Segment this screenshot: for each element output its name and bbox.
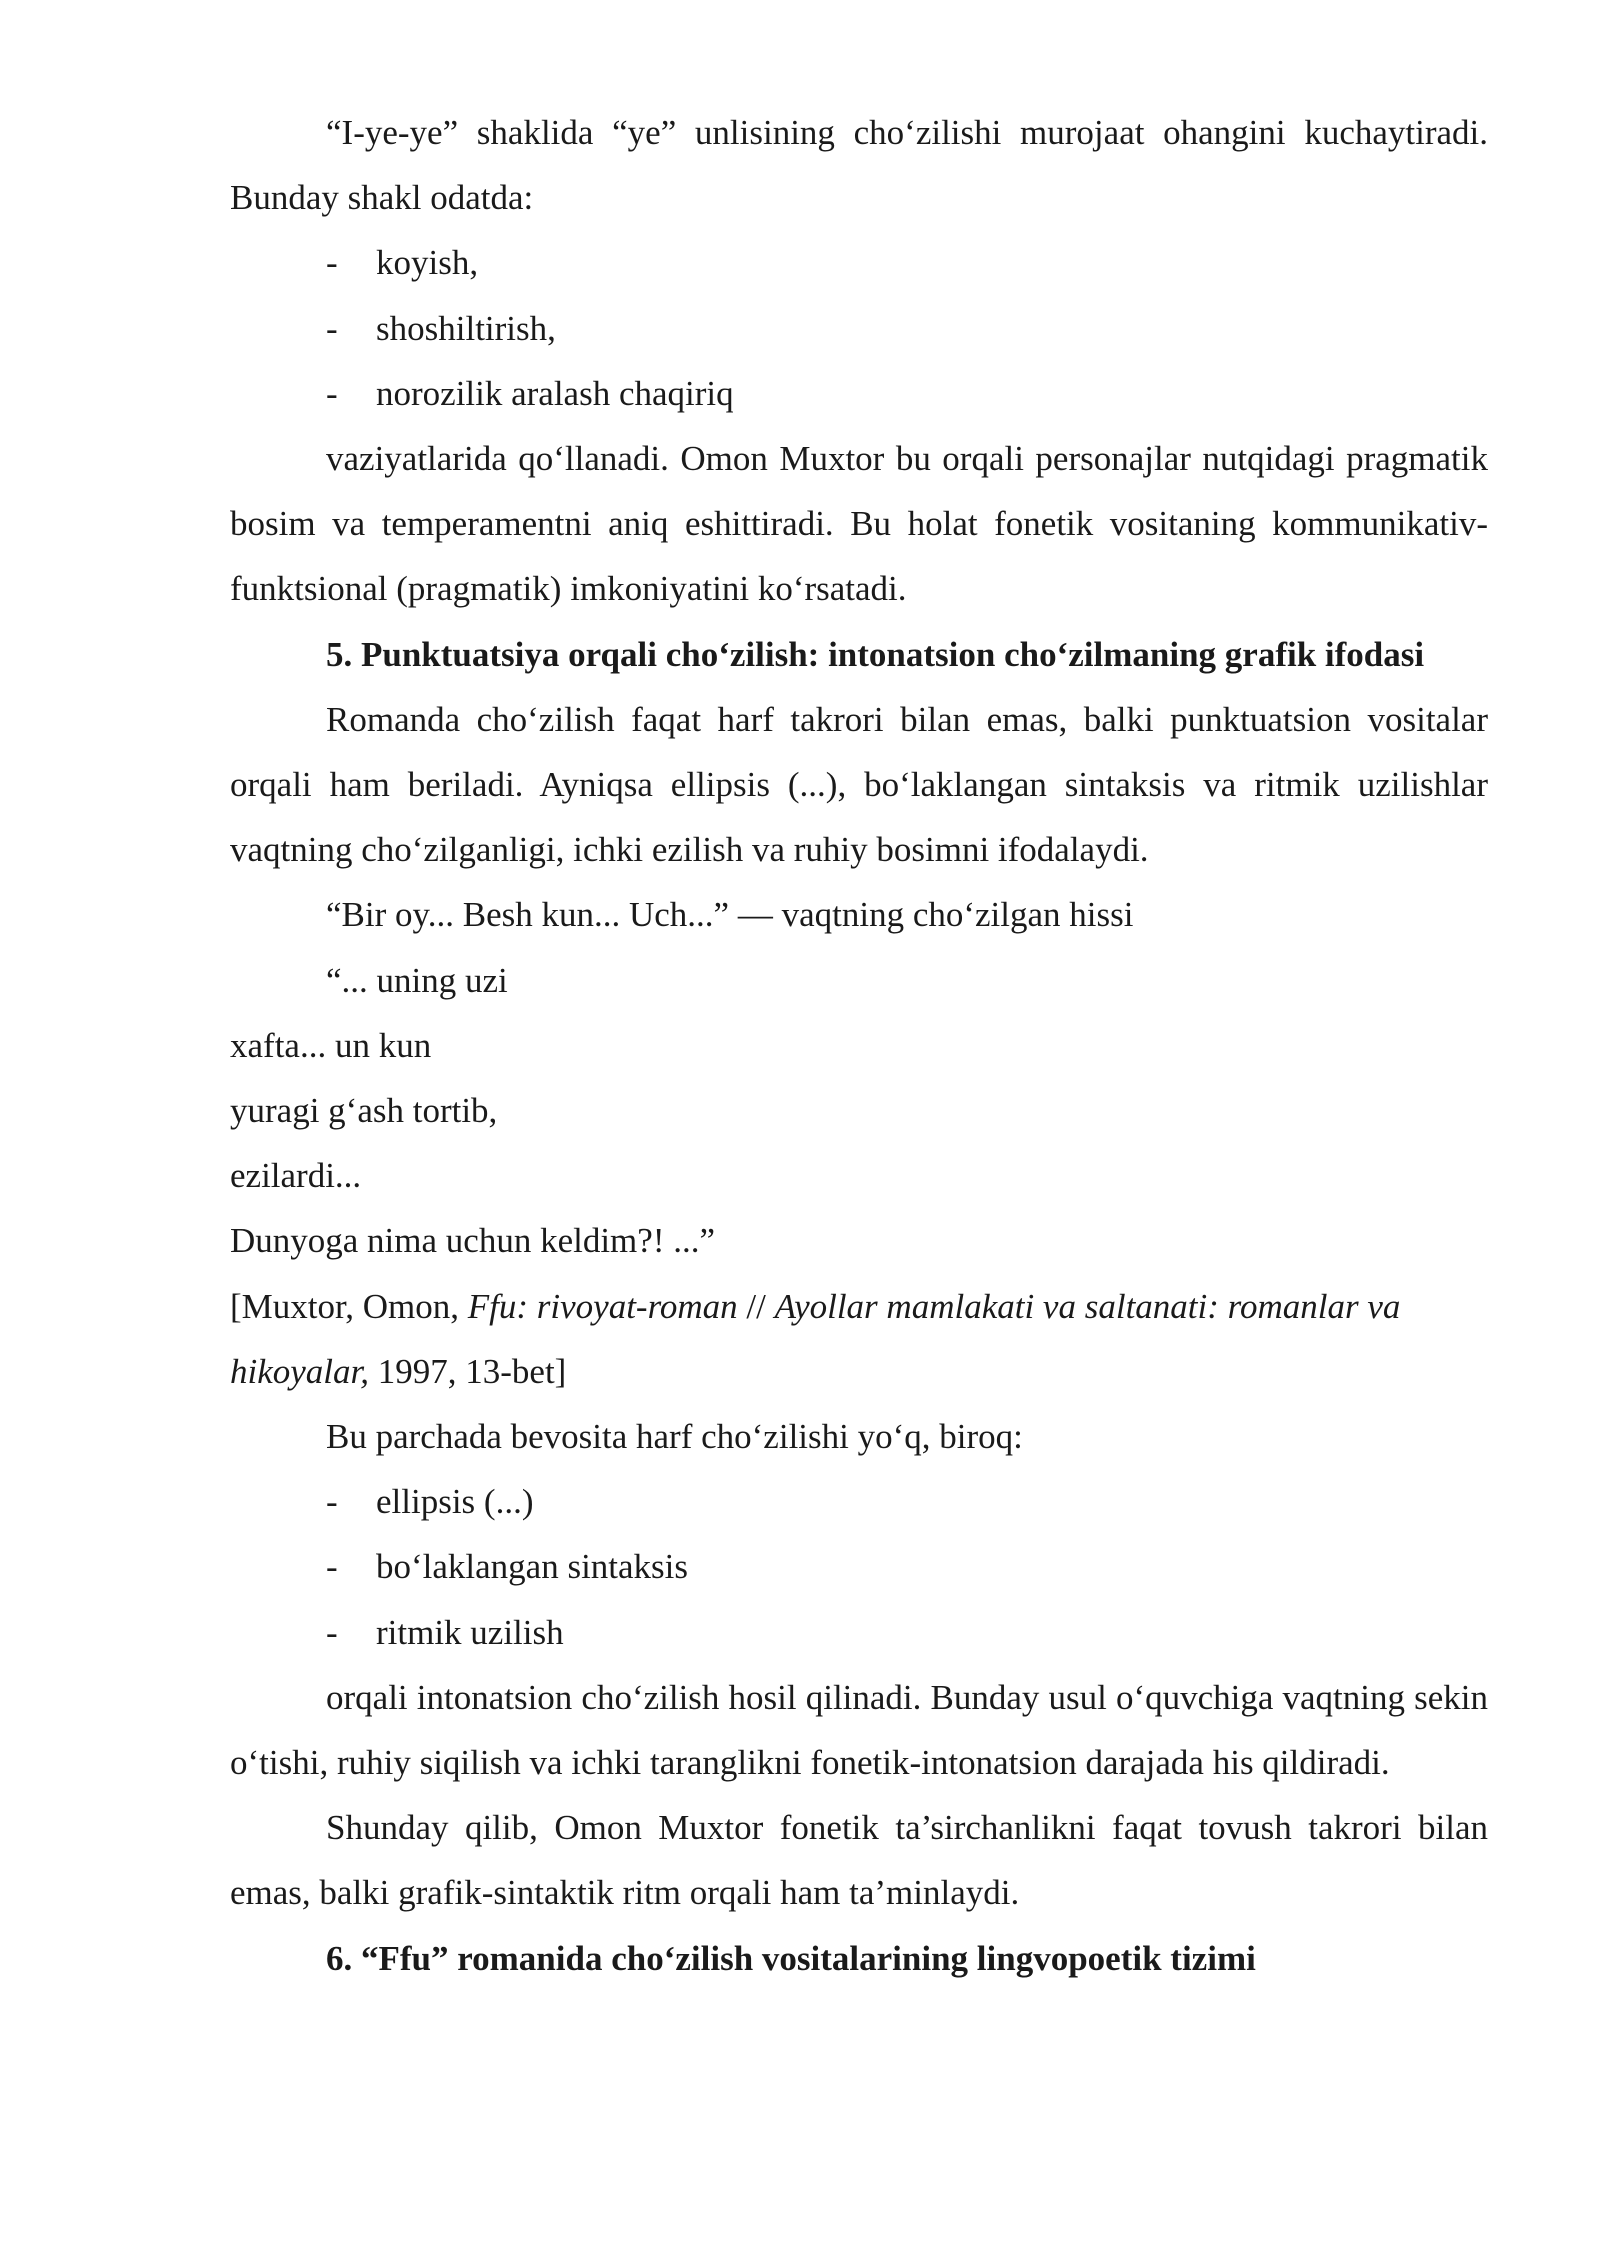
quote-example: “Bir oy... Besh kun... Uch...” — vaqtning cho‘zilgan hissi <box>326 895 1134 935</box>
citation-source: Ayollar mamlakati va saltanati: romanlar va hikoyalar, <box>230 1286 1401 1391</box>
paragraph-pragmatic: vaziyatlarida qo‘llanadi. Omon Muxtor bu orqali personajlar nutqidagi pragmatik bosim va temperamentni aniq eshittiradi. Bu holat fonetik vositaning kommunikativ-funktsional (pragmatik) imkoniyatini ko‘rsatadi. <box>230 439 1488 609</box>
paragraph-punctuation: Romanda cho‘zilish faqat harf takrori bilan emas, balki punktuatsion vositalar orqali ham beriladi. Ayniqsa ellipsis (...), bo‘laklangan sintaksis va ritmik uzilishlar vaqtning cho‘zilganligi, ichki ezilish va ruhiy bosimni ifodalaydi. <box>230 699 1488 870</box>
list-item <box>230 296 1488 361</box>
poem-line: “... uning uzi <box>326 960 508 1000</box>
poem-quote <box>230 948 1488 1274</box>
list-item <box>230 1469 1488 1534</box>
poem-line: yuragi g‘ash tortib, <box>230 1091 498 1131</box>
list-contexts <box>230 230 1488 426</box>
citation-separator: // <box>737 1286 775 1326</box>
list-item <box>230 361 1488 426</box>
paragraph-no-letter: Bu parchada bevosita harf cho‘zilishi yo‘q, biroq: <box>326 1417 1023 1457</box>
list-dash: - <box>326 1612 338 1652</box>
citation-tail: 1997, 13-bet] <box>369 1351 567 1391</box>
citation-title: Ffu: rivoyat-roman <box>467 1286 738 1326</box>
list-dash: - <box>326 1547 338 1587</box>
list-item-text: norozilik aralash chaqiriq <box>376 373 734 413</box>
section-heading-6: 6. “Ffu” romanida cho‘zilish vositalarining lingvopoetik tizimi <box>326 1938 1256 1978</box>
list-item-text: bo‘laklangan sintaksis <box>376 1547 689 1587</box>
list-item-text: koyish, <box>376 243 479 283</box>
section-heading-5: 5. Punktuatsiya orqali cho‘zilish: intonatsion cho‘zilmaning grafik ifodasi <box>326 634 1425 674</box>
paragraph-intro: “I-ye-ye” shaklida “ye” unlisining cho‘zilishi murojaat ohangini kuchaytiradi. Bunday shakl odatda: <box>230 113 1488 218</box>
list-dash: - <box>326 308 338 348</box>
list-dash: - <box>326 1482 338 1522</box>
citation-open: [Muxtor, Omon, <box>230 1286 468 1326</box>
paragraph-intonation: orqali intonatsion cho‘zilish hosil qilinadi. Bunday usul o‘quvchiga vaqtning sekin o‘tishi, ruhiy siqilish va ichki taranglikni fonetik-intonatsion darajada his qildiradi. <box>230 1677 1488 1783</box>
list-dash: - <box>326 243 338 283</box>
poem-line: ezilardi... <box>230 1156 362 1196</box>
list-item-text: shoshiltirish, <box>376 308 556 348</box>
document-page <box>230 100 1488 1991</box>
list-item <box>230 1600 1488 1665</box>
list-item <box>230 1534 1488 1599</box>
list-devices <box>230 1469 1488 1665</box>
list-dash: - <box>326 373 338 413</box>
list-item <box>230 230 1488 295</box>
poem-line: xafta... un kun <box>230 1025 432 1065</box>
list-item-text: ritmik uzilish <box>376 1612 564 1652</box>
paragraph-conclusion: Shunday qilib, Omon Muxtor fonetik ta’sirchanlikni faqat tovush takrori bilan emas, balki grafik-sintaktik ritm orqali ham ta’minlaydi. <box>230 1808 1488 1913</box>
poem-line: Dunyoga nima uchun keldim?! ...” <box>230 1221 716 1261</box>
citation <box>230 1274 1488 1404</box>
list-item-text: ellipsis (...) <box>376 1482 534 1522</box>
